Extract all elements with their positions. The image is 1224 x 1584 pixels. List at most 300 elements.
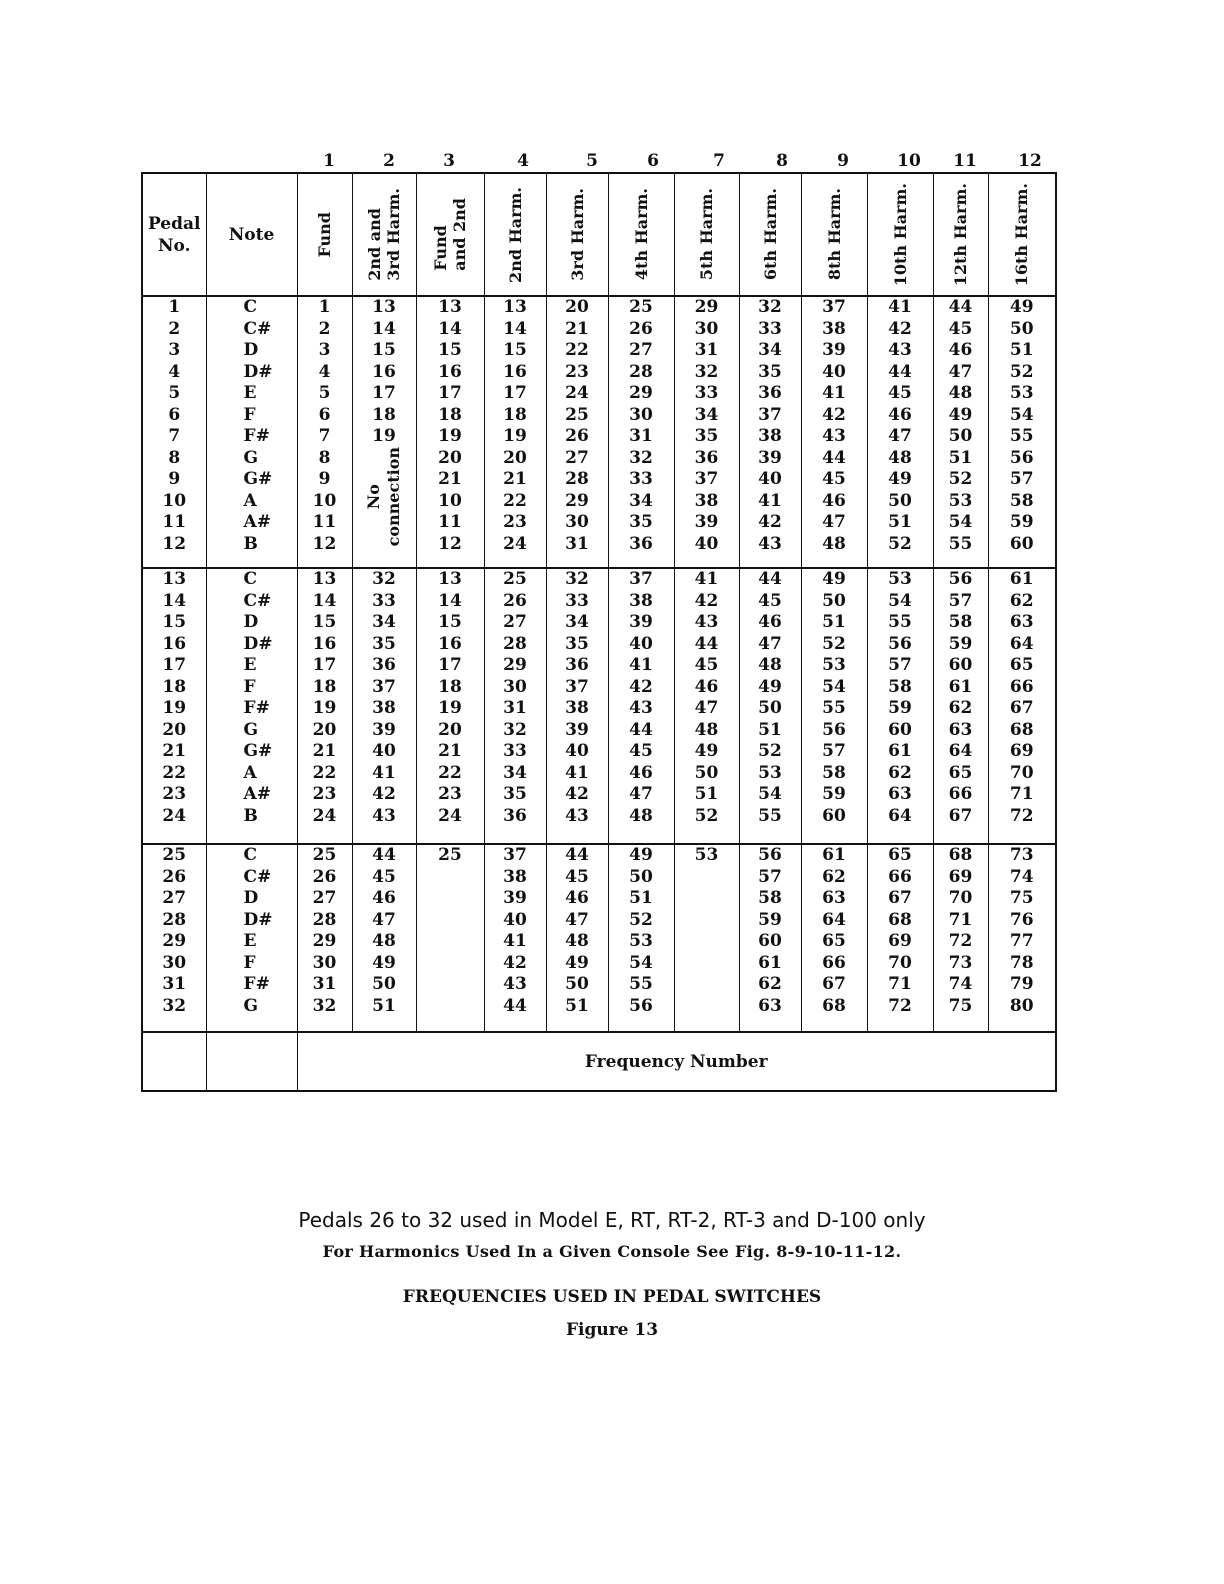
cell-value: 58 <box>888 676 912 697</box>
cell-value: 44 <box>372 845 396 865</box>
cell-value: F# <box>243 974 270 994</box>
cell-value: 51 <box>758 719 782 740</box>
cell-value: G# <box>243 741 273 761</box>
cell-value: G <box>243 995 259 1016</box>
cell-value: 51 <box>629 888 653 908</box>
cell-value: 18 <box>372 404 396 425</box>
cell-value: 20 <box>565 297 589 317</box>
cell-value: 62 <box>888 762 912 783</box>
cell-value: 44 <box>694 633 719 654</box>
cell-value: 62 <box>758 974 782 994</box>
cell-value: 39 <box>822 340 846 360</box>
cell-value: 48 <box>694 719 719 740</box>
cell-value: 49 <box>1009 297 1034 317</box>
cell-value: 42 <box>694 590 719 611</box>
cell-value: 47 <box>822 512 846 532</box>
cell-value: 48 <box>372 931 396 951</box>
cell-value: 74 <box>1009 866 1034 887</box>
note-cell <box>206 568 297 844</box>
cell-value: 49 <box>694 741 719 761</box>
column-number: 1 <box>323 151 335 171</box>
cell-value: 63 <box>822 888 846 908</box>
cell-value: 31 <box>629 426 653 446</box>
footer-row <box>142 1032 1056 1091</box>
cell-value: 46 <box>822 490 846 511</box>
cell-value: 39 <box>503 888 527 908</box>
cell-value: 37 <box>694 469 719 489</box>
cell-value: 2 <box>318 318 331 339</box>
cell-value: 41 <box>822 383 846 403</box>
cell-value: 40 <box>758 469 782 489</box>
cell-value: 56 <box>629 995 653 1016</box>
fund-and-2nd-cell <box>416 568 484 844</box>
cell-value: 41 <box>888 297 912 317</box>
cell-value: 39 <box>372 719 396 740</box>
cell-value: 64 <box>888 805 912 826</box>
cell-value: 29 <box>565 490 589 511</box>
cell-value: 35 <box>372 633 396 654</box>
cell-value: 51 <box>372 995 396 1016</box>
cell-value: 64 <box>948 741 973 761</box>
pedal-group-3 <box>142 844 1056 1032</box>
cell-value: 20 <box>162 719 187 740</box>
cell-value: 33 <box>503 741 527 761</box>
cell-value: 14 <box>162 590 187 611</box>
cell-value: 35 <box>565 633 589 654</box>
cell-value: 55 <box>1009 426 1034 446</box>
column-number: 8 <box>776 151 788 171</box>
cell-value: 42 <box>822 404 846 425</box>
column-number: 6 <box>647 151 659 171</box>
no-connection-note <box>364 447 404 546</box>
cell-value: 18 <box>162 676 187 697</box>
cell-value: 78 <box>1009 952 1034 973</box>
cell-value: 47 <box>888 426 912 446</box>
cell-value: 28 <box>162 909 187 930</box>
cell-value: 44 <box>565 845 589 865</box>
cell-value: 16 <box>372 361 396 382</box>
cell-value: 13 <box>312 569 337 589</box>
2nd-3rd-harm-cell <box>352 844 416 1032</box>
cell-value: 35 <box>629 512 653 532</box>
cell-value: 35 <box>758 361 782 382</box>
cell-value: 40 <box>694 533 719 554</box>
cell-value: 60 <box>888 719 912 740</box>
cell-value: 44 <box>629 719 653 740</box>
cell-value: 60 <box>948 655 973 675</box>
cell-value: 21 <box>565 318 589 339</box>
cell-value: 36 <box>372 655 396 675</box>
cell-value: 4 <box>318 361 331 382</box>
cell-value: 61 <box>888 741 912 761</box>
cell-value: 54 <box>629 952 653 973</box>
header-16th-harm <box>988 173 1056 296</box>
cell-value: 55 <box>822 698 846 718</box>
cell-value: 63 <box>888 784 912 804</box>
cell-value: 43 <box>822 426 846 446</box>
cell-value: 52 <box>888 533 912 554</box>
header-note-label: Note <box>228 224 275 245</box>
cell-value: 38 <box>372 698 396 718</box>
cell-value: 59 <box>822 784 846 804</box>
cell-value: 50 <box>1009 318 1034 339</box>
column-number: 3 <box>443 151 455 171</box>
cell-value: 48 <box>758 655 782 675</box>
no-connection-line: No <box>364 484 383 510</box>
10th-harm-cell <box>867 844 933 1032</box>
cell-value: 11 <box>438 512 462 532</box>
cell-value: 26 <box>629 318 653 339</box>
cell-value: 57 <box>1009 469 1034 489</box>
cell-value: 37 <box>565 676 589 697</box>
cell-value: 47 <box>694 698 719 718</box>
cell-value: E <box>243 931 257 951</box>
cell-value: G# <box>243 469 273 489</box>
no-connection-line: connection <box>384 447 403 547</box>
cell-value: 53 <box>948 490 973 511</box>
cell-value: G <box>243 447 259 468</box>
cell-value: 28 <box>503 633 527 654</box>
cell-value: 39 <box>565 719 589 740</box>
cell-value: 5 <box>318 383 331 403</box>
cell-value: 52 <box>822 633 846 654</box>
10th-harm-cell <box>867 568 933 844</box>
cell-value: 33 <box>565 590 589 611</box>
cell-value: 27 <box>312 888 337 908</box>
cell-value: 53 <box>1009 383 1034 403</box>
cell-value: 50 <box>629 866 653 887</box>
cell-value: 38 <box>503 866 527 887</box>
cell-value: 51 <box>948 447 973 468</box>
cell-value: 58 <box>948 612 973 632</box>
cell-value: 15 <box>438 612 462 632</box>
5th-harm-cell <box>674 568 739 844</box>
cell-value: 66 <box>888 866 912 887</box>
16th-harm-cell <box>988 568 1056 844</box>
cell-value: 29 <box>694 297 719 317</box>
cell-value: 79 <box>1009 974 1034 994</box>
cell-value: 20 <box>438 447 462 468</box>
12th-harm-cell <box>933 844 988 1032</box>
cell-value: 45 <box>822 469 846 489</box>
cell-value: 50 <box>758 698 782 718</box>
cell-value: 69 <box>948 866 973 887</box>
cell-value: 15 <box>162 612 187 632</box>
cell-value: 42 <box>372 784 396 804</box>
header-note <box>206 173 297 296</box>
cell-value: 44 <box>888 361 912 382</box>
cell-value: 54 <box>1009 404 1034 425</box>
cell-value: 50 <box>822 590 846 611</box>
cell-value: 10 <box>312 490 337 511</box>
cell-value: 14 <box>372 318 396 339</box>
cell-value: 18 <box>312 676 337 697</box>
fund-cell <box>297 568 352 844</box>
cell-value: 64 <box>1009 633 1034 654</box>
cell-value: 30 <box>565 512 589 532</box>
cell-value: 21 <box>438 741 462 761</box>
cell-value: 41 <box>758 490 782 511</box>
cell-value: 33 <box>694 383 719 403</box>
cell-value: C# <box>243 318 272 339</box>
cell-value: 56 <box>758 845 782 865</box>
cell-value: C# <box>243 590 272 611</box>
cell-value: 39 <box>758 447 782 468</box>
cell-value: 29 <box>503 655 527 675</box>
pedal-number-cell <box>142 844 206 1032</box>
cell-value: 27 <box>162 888 187 908</box>
cell-value: 15 <box>312 612 337 632</box>
cell-value: 22 <box>503 490 527 511</box>
cell-value: 21 <box>503 469 527 489</box>
8th-harm-cell <box>801 296 867 568</box>
cell-value: 32 <box>503 719 527 740</box>
cell-value: 16 <box>503 361 527 382</box>
4th-harm-cell <box>608 568 674 844</box>
cell-value: 32 <box>372 569 396 589</box>
cell-value: 39 <box>629 612 653 632</box>
5th-harm-cell <box>674 844 739 1032</box>
cell-value: 53 <box>888 569 912 589</box>
10th-harm-cell <box>867 296 933 568</box>
cell-value: 17 <box>162 655 187 675</box>
cell-value: 66 <box>822 952 846 973</box>
cell-value: 45 <box>948 318 973 339</box>
cell-value: 46 <box>372 888 396 908</box>
cell-value: 46 <box>694 676 719 697</box>
column-number: 2 <box>383 151 395 171</box>
cell-value: 49 <box>948 404 973 425</box>
cell-value: 19 <box>372 426 396 446</box>
cell-value: 72 <box>888 995 912 1016</box>
cell-value: 61 <box>758 952 782 973</box>
cell-value: 28 <box>565 469 589 489</box>
cell-value: 51 <box>694 784 719 804</box>
column-number: 11 <box>953 151 977 171</box>
cell-value: 55 <box>758 805 782 826</box>
cell-value: 70 <box>948 888 973 908</box>
2nd-harm-cell <box>484 568 546 844</box>
cell-value: 49 <box>565 952 589 973</box>
cell-value: 38 <box>565 698 589 718</box>
cell-value: 3 <box>318 340 331 360</box>
cell-value: 16 <box>438 361 462 382</box>
2nd-harm-cell <box>484 296 546 568</box>
header-2nd-3rd-line: 3rd Harm. <box>384 188 403 281</box>
cell-value: 19 <box>312 698 337 718</box>
header-pedal-no <box>142 173 206 296</box>
2nd-harm-cell <box>484 844 546 1032</box>
cell-value: 68 <box>888 909 912 930</box>
fund-and-2nd-cell <box>416 296 484 568</box>
cell-value: 4 <box>168 361 181 382</box>
cell-value: 23 <box>503 512 527 532</box>
cell-value: 62 <box>1009 590 1034 611</box>
cell-value: 51 <box>822 612 846 632</box>
cell-value: D <box>243 340 259 360</box>
cell-value: 54 <box>822 676 846 697</box>
4th-harm-cell <box>608 844 674 1032</box>
cell-value: 18 <box>438 404 462 425</box>
cell-value: 45 <box>694 655 719 675</box>
cell-value: 47 <box>758 633 782 654</box>
cell-value: 32 <box>694 361 719 382</box>
cell-value: A <box>243 490 257 511</box>
header-16th-harm-label: 16th Harm. <box>1012 182 1032 287</box>
header-2nd-harm <box>484 173 546 296</box>
cell-value: 54 <box>948 512 973 532</box>
cell-value: 30 <box>694 318 719 339</box>
cell-value: 33 <box>629 469 653 489</box>
cell-value: 77 <box>1009 931 1034 951</box>
cell-value: 26 <box>565 426 589 446</box>
cell-value: 38 <box>822 318 846 339</box>
pedal-frequency-table <box>141 172 1057 1092</box>
cell-value: 67 <box>888 888 912 908</box>
cell-value: 49 <box>888 469 912 489</box>
6th-harm-cell <box>739 568 801 844</box>
cell-value: 73 <box>1009 845 1034 865</box>
cell-value: 30 <box>503 676 527 697</box>
cell-value: 13 <box>503 297 527 317</box>
cell-value: 80 <box>1009 995 1034 1016</box>
header-10th-harm <box>867 173 933 296</box>
cell-value: 65 <box>948 762 973 783</box>
12th-harm-cell <box>933 568 988 844</box>
cell-value: 24 <box>503 533 527 554</box>
cell-value: 15 <box>372 340 396 360</box>
cell-value: 40 <box>372 741 396 761</box>
cell-value: 20 <box>312 719 337 740</box>
cell-value: 12 <box>162 533 187 554</box>
header-3rd-harm-label: 3rd Harm. <box>567 188 587 281</box>
cell-value: 65 <box>822 931 846 951</box>
cell-value: 41 <box>565 762 589 783</box>
cell-value: 43 <box>694 612 719 632</box>
cell-value: 47 <box>372 909 396 930</box>
cell-value: 36 <box>565 655 589 675</box>
cell-value: 25 <box>503 569 527 589</box>
cell-value: 54 <box>758 784 782 804</box>
cell-value: 48 <box>948 383 973 403</box>
cell-value: E <box>243 383 257 403</box>
cell-value: 5 <box>168 383 181 403</box>
cell-value: 13 <box>438 297 462 317</box>
cell-value: F# <box>243 426 270 446</box>
cell-value: 22 <box>438 762 462 783</box>
cell-value: 3 <box>168 340 181 360</box>
cell-value: 34 <box>503 762 527 783</box>
cell-value: 56 <box>888 633 912 654</box>
cell-value: 56 <box>822 719 846 740</box>
cell-value: 37 <box>758 404 782 425</box>
cell-value: 14 <box>503 318 527 339</box>
cell-value: 43 <box>503 974 527 994</box>
2nd-3rd-harm-cell <box>352 296 416 568</box>
cell-value: 15 <box>503 340 527 360</box>
cell-value: 42 <box>503 952 527 973</box>
header-fund-2nd-line: and 2nd <box>450 198 469 271</box>
cell-value: 18 <box>503 404 527 425</box>
cell-value: 25 <box>312 845 337 865</box>
cell-value: 12 <box>312 533 337 554</box>
cell-value: 67 <box>822 974 846 994</box>
cell-value: C <box>243 569 258 589</box>
cell-value: 25 <box>629 297 653 317</box>
cell-value: 20 <box>503 447 527 468</box>
cell-value: 54 <box>888 590 912 611</box>
cell-value: 40 <box>565 741 589 761</box>
cell-value: 71 <box>1009 784 1034 804</box>
cell-value: 30 <box>312 952 337 973</box>
cell-value: 20 <box>438 719 462 740</box>
cell-value: 50 <box>948 426 973 446</box>
cell-value: 32 <box>629 447 653 468</box>
cell-value: 32 <box>312 995 337 1016</box>
cell-value: 47 <box>948 361 973 382</box>
cell-value: 67 <box>948 805 973 826</box>
cell-value: 59 <box>948 633 973 654</box>
fund-cell <box>297 296 352 568</box>
header-8th-harm-label: 8th Harm. <box>824 188 844 281</box>
cell-value: 21 <box>438 469 462 489</box>
cell-value: 41 <box>372 762 396 783</box>
cell-value: 61 <box>822 845 846 865</box>
cell-value: 49 <box>629 845 653 865</box>
cell-value: A# <box>243 784 271 804</box>
cell-value: 60 <box>1009 533 1034 554</box>
note-cell <box>206 296 297 568</box>
cell-value: 28 <box>312 909 337 930</box>
cell-value: 51 <box>565 995 589 1016</box>
cell-value: 31 <box>694 340 719 360</box>
cell-value: 27 <box>565 447 589 468</box>
8th-harm-cell <box>801 568 867 844</box>
cell-value: 59 <box>758 909 782 930</box>
cell-value: D <box>243 612 259 632</box>
cell-value: 47 <box>629 784 653 804</box>
cell-value: 50 <box>372 974 396 994</box>
cell-value: 37 <box>503 845 527 865</box>
cell-value: 52 <box>948 469 973 489</box>
cell-value: 2 <box>168 318 181 339</box>
pedals-usage-note: Pedals 26 to 32 used in Model E, RT, RT-2, RT-3 and D-100 only <box>298 1208 926 1232</box>
cell-value: 71 <box>888 974 912 994</box>
cell-value: 17 <box>312 655 337 675</box>
cell-value: A# <box>243 512 271 532</box>
cell-value: 35 <box>503 784 527 804</box>
header-12th-harm-label: 12th Harm. <box>951 182 970 287</box>
header-4th-harm-label: 4th Harm. <box>631 188 651 281</box>
cell-value: 16 <box>312 633 337 654</box>
cell-value: 60 <box>822 805 846 826</box>
cell-value: 46 <box>948 340 973 360</box>
cell-value: 22 <box>565 340 589 360</box>
cell-value: F# <box>243 698 270 718</box>
cell-value: 45 <box>888 383 912 403</box>
cell-value: F <box>243 676 256 697</box>
cell-value: 61 <box>948 676 973 697</box>
cell-value: 71 <box>948 909 973 930</box>
cell-value: 57 <box>948 590 973 611</box>
header-fund <box>297 173 352 296</box>
cell-value: 27 <box>629 340 653 360</box>
cell-value: 66 <box>948 784 973 804</box>
cell-value: 42 <box>629 676 653 697</box>
cell-value: 69 <box>888 931 912 951</box>
cell-value: 36 <box>694 447 719 468</box>
cell-value: 39 <box>694 512 719 532</box>
